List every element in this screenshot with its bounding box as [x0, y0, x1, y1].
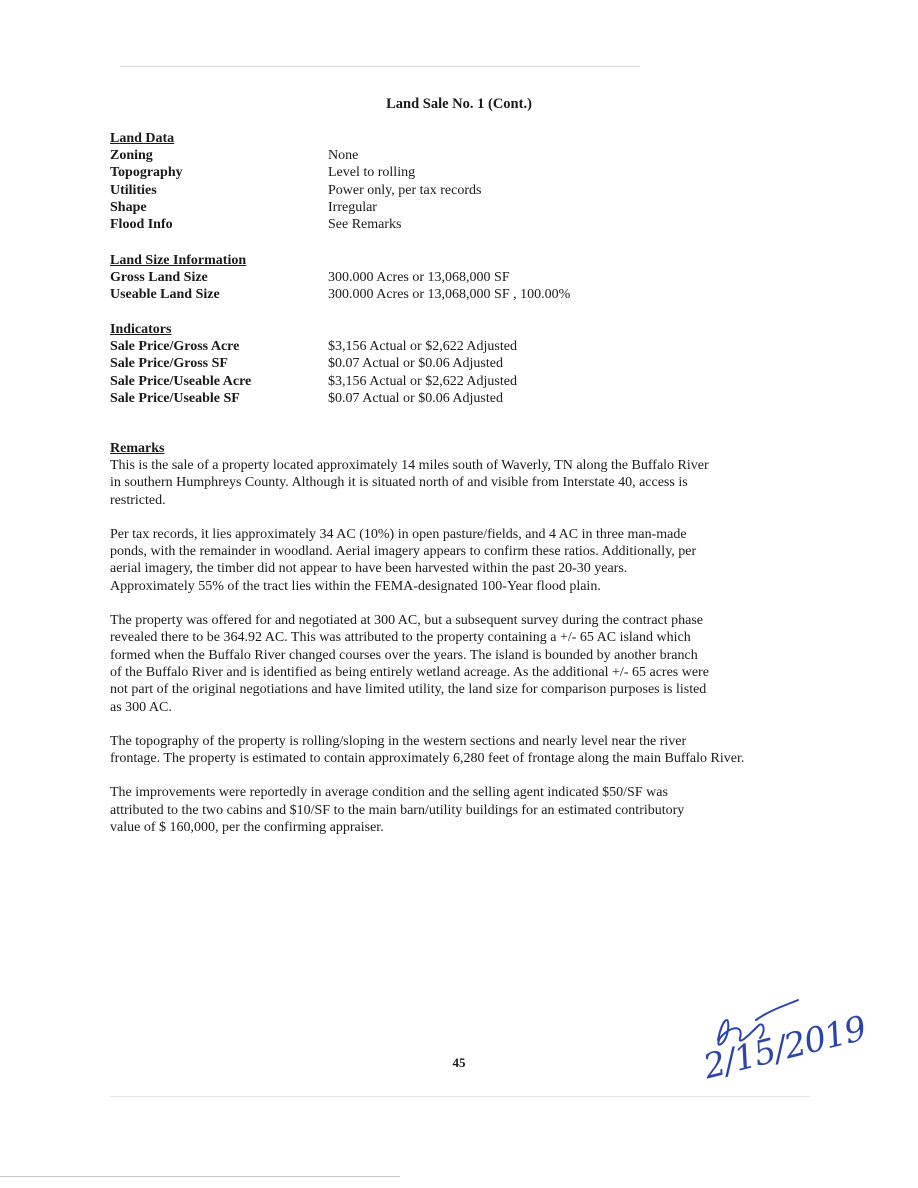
- indicator-row: [110, 390, 670, 407]
- price-gross-acre-value: $3,156 Actual or $2,622 Adjusted: [328, 339, 517, 354]
- land-data-row: [110, 182, 670, 199]
- topography-value: Level to rolling: [328, 165, 416, 181]
- remarks-paragraph: Per tax records, it lies approximately 34 AC (10%) in open pasture/fields, and 4 AC in three man-made ponds, with the remainder in woodland. Aerial imagery appears to confirm these ratios. Additionally, per aerial imagery, the timber did not appear to have been harvested within the past 20-30 years. Approximately 55% of the tract lies within the FEMA-designated 100-Year flood plain.: [110, 526, 697, 594]
- flood-info-value: See Remarks: [328, 217, 402, 233]
- price-gross-sf-label: Sale Price/Gross SF: [110, 356, 228, 372]
- land-size-heading: Land Size Information: [110, 253, 247, 268]
- shape-value: Irregular: [328, 199, 377, 215]
- land-data-row: [110, 164, 670, 181]
- land-data-section: [110, 130, 670, 233]
- land-size-section: [110, 252, 670, 304]
- flood-info-label: Flood Info: [110, 217, 173, 233]
- gross-land-size-value: 300.000 Acres or 13,068,000 SF: [328, 270, 510, 285]
- indicator-row: [110, 355, 670, 372]
- indicator-row: [110, 338, 670, 355]
- remarks-paragraph: The improvements were reportedly in average condition and the selling agent indicated $50/SF was attributed to the two cabins and $10/SF to the main barn/utility buildings for an estimated contributory value of $ 160,000, per the confirming appraiser.: [110, 785, 685, 836]
- shape-label: Shape: [110, 199, 147, 215]
- scan-artifact-line: [120, 66, 640, 67]
- land-data-row: [110, 216, 670, 233]
- land-data-row: [110, 199, 670, 216]
- price-useable-sf-label: Sale Price/Useable SF: [110, 390, 240, 406]
- zoning-value: None: [328, 148, 359, 163]
- page-title: Land Sale No. 1 (Cont.): [386, 96, 532, 112]
- indicators-section: [110, 321, 670, 407]
- zoning-label: Zoning: [110, 148, 153, 163]
- land-size-row: [110, 269, 670, 286]
- price-gross-acre-label: Sale Price/Gross Acre: [110, 339, 240, 354]
- useable-land-size-value: 300.000 Acres or 13,068,000 SF , 100.00%: [328, 287, 571, 303]
- scan-artifact-line: [110, 1096, 810, 1097]
- price-useable-acre-value: $3,156 Actual or $2,622 Adjusted: [328, 373, 517, 389]
- price-useable-acre-label: Sale Price/Useable Acre: [110, 373, 252, 389]
- gross-land-size-label: Gross Land Size: [110, 270, 208, 285]
- price-useable-sf-value: $0.07 Actual or $0.06 Adjusted: [328, 390, 503, 406]
- useable-land-size-label: Useable Land Size: [110, 287, 220, 303]
- indicator-row: [110, 373, 670, 390]
- scan-artifact-line: [0, 1176, 400, 1177]
- remarks-paragraph: This is the sale of a property located approximately 14 miles south of Waverly, TN along the Buffalo River in southern Humphreys County. Although it is situated north of and visible from Interstate 40, access is restricted.: [110, 458, 709, 508]
- indicators-heading: Indicators: [110, 322, 172, 337]
- remarks-section: [110, 440, 800, 853]
- signature-date: 2/15/2019: [699, 1008, 870, 1088]
- remarks-heading: Remarks: [110, 441, 165, 456]
- price-gross-sf-value: $0.07 Actual or $0.06 Adjusted: [328, 356, 503, 372]
- land-data-heading: Land Data: [110, 131, 175, 146]
- land-size-row: [110, 286, 670, 303]
- handwritten-signature: [699, 990, 870, 1100]
- utilities-label: Utilities: [110, 182, 157, 198]
- remarks-paragraph: The topography of the property is rolling/sloping in the western sections and nearly level near the river frontage. The property is estimated to contain approximately 6,280 feet of frontage along the main Buffalo River.: [110, 733, 745, 767]
- utilities-value: Power only, per tax records: [328, 182, 482, 198]
- page-number: 45: [452, 1055, 466, 1070]
- topography-label: Topography: [110, 165, 183, 181]
- land-data-row: [110, 147, 670, 164]
- remarks-paragraph: The property was offered for and negotiated at 300 AC, but a subsequent survey during the contract phase revealed there to be 364.92 AC. This was attributed to the property containing a +/- 65 AC island which formed when the Buffalo River changed courses over the years. The island is bounded by another branch of the Buffalo River and is identified as being entirely wetland acreage. As the additional +/- 65 acres were not part of the original negotiations and have limited utility, the land size for comparison purposes is listed as 300 AC.: [110, 613, 709, 715]
